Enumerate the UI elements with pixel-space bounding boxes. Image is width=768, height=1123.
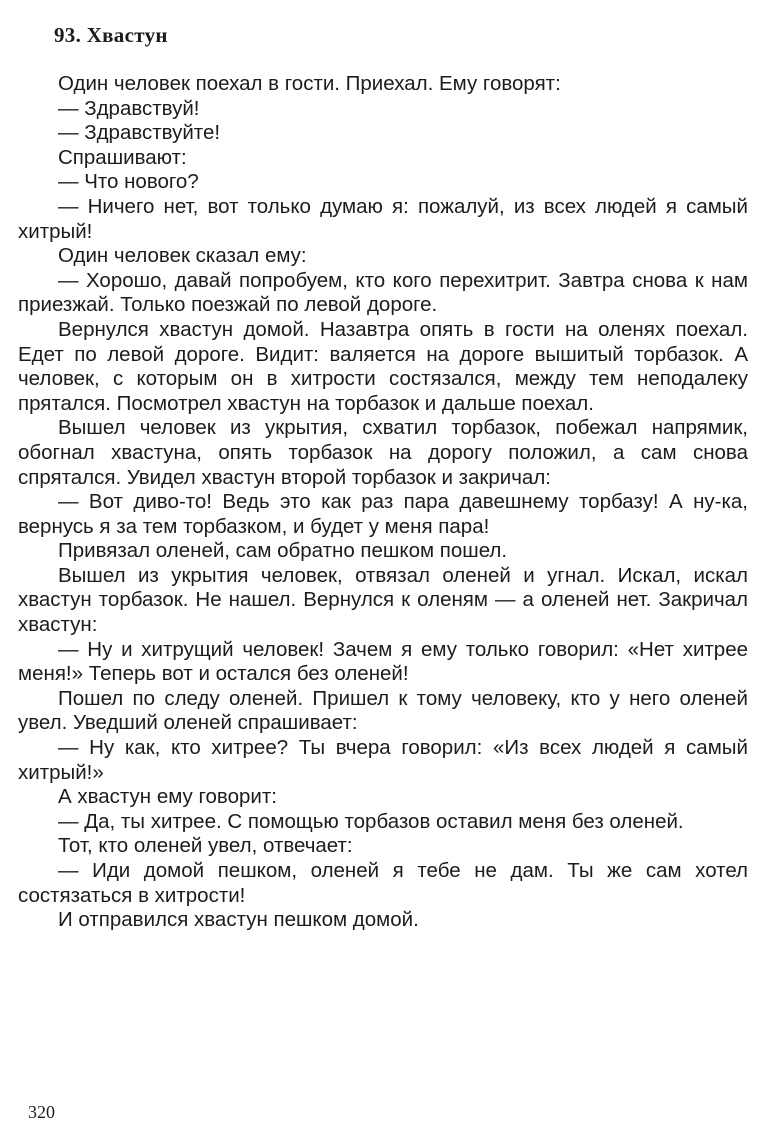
paragraph: Вышел из укрытия человек, отвязал оленей и угнал. Искал, искал хвастун торбазок. Не нашел. Вернулся к оленям — а оленей нет. Закричал хвастун:: [18, 563, 748, 637]
paragraph: Спрашивают:: [58, 145, 187, 169]
paragraph: Тот, кто оленей увел, отвечает:: [58, 834, 353, 858]
paragraph: — Здравствуй!: [58, 96, 200, 120]
paragraph: — Да, ты хитрее. С помощью торбазов оставил меня без оленей.: [58, 809, 684, 833]
book-page: [18, 18, 750, 1122]
paragraph: Привязал оленей, сам обратно пешком пошел.: [58, 539, 508, 563]
paragraph: — Ничего нет, вот только думаю я: пожалуй, из всех людей я самый хитрый!: [18, 194, 748, 243]
paragraph: — Здравствуйте!: [58, 121, 221, 145]
paragraph: Один человек сказал ему:: [58, 244, 307, 268]
paragraph: — Иди домой пешком, оленей я тебе не дам. Ты же сам хотел состязаться в хитрости!: [18, 859, 748, 907]
page-number: 320: [28, 1102, 55, 1122]
paragraph: Пошел по следу оленей. Пришел к тому человеку, кто у него оленей увел. Уведший оленей спрашивает:: [18, 686, 748, 735]
story-text: [18, 72, 748, 933]
paragraph: — Хорошо, давай попробуем, кто кого перехитрит. Завтра снова к нам приезжай. Только поезжай по левой дороге.: [18, 268, 748, 317]
paragraph: Один человек поехал в гости. Приехал. Ему говорят:: [58, 72, 561, 95]
paragraph: — Ну как, кто хитрее? Ты вчера говорил: «Из всех людей я самый хитрый!»: [18, 736, 748, 784]
paragraph: — Что нового?: [58, 170, 199, 194]
story-title: 93. Хвастун: [54, 23, 168, 47]
paragraph: Вышел человек из укрытия, схватил торбазок, побежал напрямик, обогнал хвастуна, опять торбазок на дорогу положил, а сам снова спрятался. Увидел хвастун второй торбазок и закричал:: [18, 416, 748, 489]
paragraph: — Вот диво-то! Ведь это как раз пара давешнему торбазу! А ну-ка, вернусь я за тем торбазком, и будет у меня пара!: [18, 490, 748, 538]
paragraph: И отправился хвастун пешком домой.: [58, 908, 419, 932]
paragraph: Вернулся хвастун домой. Назавтра опять в гости на оленях поехал. Едет по левой дороге. Видит: валяется на дороге вышитый торбазок. А человек, с которым он в хитрости состязался, между тем неподалеку прятался. Посмотрел хвастун на торбазок и дальше поехал.: [18, 317, 748, 415]
paragraph: А хвастун ему говорит:: [58, 785, 277, 809]
paragraph: — Ну и хитрущий человек! Зачем я ему только говорил: «Нет хитрее меня!» Теперь вот и остался без оленей!: [18, 637, 748, 686]
